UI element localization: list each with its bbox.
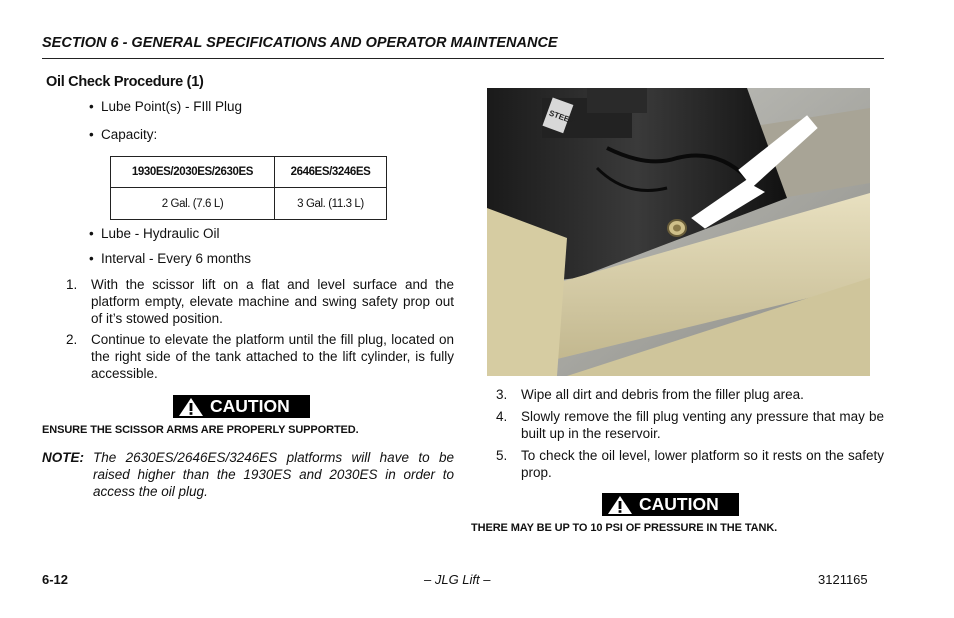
bullet-item: • Interval - Every 6 months (89, 251, 252, 266)
bullet-item: • Capacity: (89, 127, 158, 142)
step-item: 2. Continue to elevate the platform until the fill plug, located on the right side of the tank attached to the lift cylinder, is fully accessible. (66, 332, 454, 381)
caution-banner: CAUTION (173, 395, 310, 418)
step-item: 5. To check the oil level, lower platform so it rests on the safety prop. (496, 448, 884, 480)
fill-plug-photo (487, 88, 870, 376)
note-label: NOTE: (42, 450, 84, 465)
footer-center: – JLG Lift – (424, 572, 491, 587)
caution-text: THERE MAY BE UP TO 10 PSI OF PRESSURE IN THE TANK. (471, 522, 778, 534)
header-rule (42, 58, 884, 59)
doc-number: 3121165 (818, 572, 868, 587)
table-cell: 2 Gal. (7.6 L) (111, 188, 275, 220)
photo-label: STEER (547, 108, 576, 127)
capacity-table (110, 156, 387, 220)
bullet-item: • Lube Point(s) - FIll Plug (89, 99, 243, 114)
step-item: 3. Wipe all dirt and debris from the filler plug area. (496, 387, 804, 402)
step-item: 1. With the scissor lift on a flat and level surface and the platform empty, elevate machine and swing safety prop out of it’s stowed position. (66, 277, 454, 326)
procedure-title: Oil Check Procedure (1) (46, 74, 204, 90)
caution-banner: CAUTION (602, 493, 739, 516)
note-text: The 2630ES/2646ES/3246ES platforms will have to be raised higher than the 1930ES and 2030ES in order to access the oil plug. (93, 450, 454, 499)
table-header-cell: 2646ES/3246ES (275, 157, 387, 188)
warning-triangle-icon (607, 495, 633, 515)
table-header-cell: 1930ES/2030ES/2630ES (111, 157, 275, 188)
section-title: SECTION 6 - GENERAL SPECIFICATIONS AND OPERATOR MAINTENANCE (42, 35, 558, 51)
page-number: 6-12 (42, 572, 69, 587)
bullet-item: • Lube - Hydraulic Oil (89, 226, 220, 241)
warning-triangle-icon (178, 397, 204, 417)
table-cell: 3 Gal. (11.3 L) (275, 188, 387, 220)
caution-text: ENSURE THE SCISSOR ARMS ARE PROPERLY SUPPORTED. (42, 424, 359, 436)
step-item: 4. Slowly remove the fill plug venting any pressure that may be built up in the reservoir. (496, 409, 884, 441)
